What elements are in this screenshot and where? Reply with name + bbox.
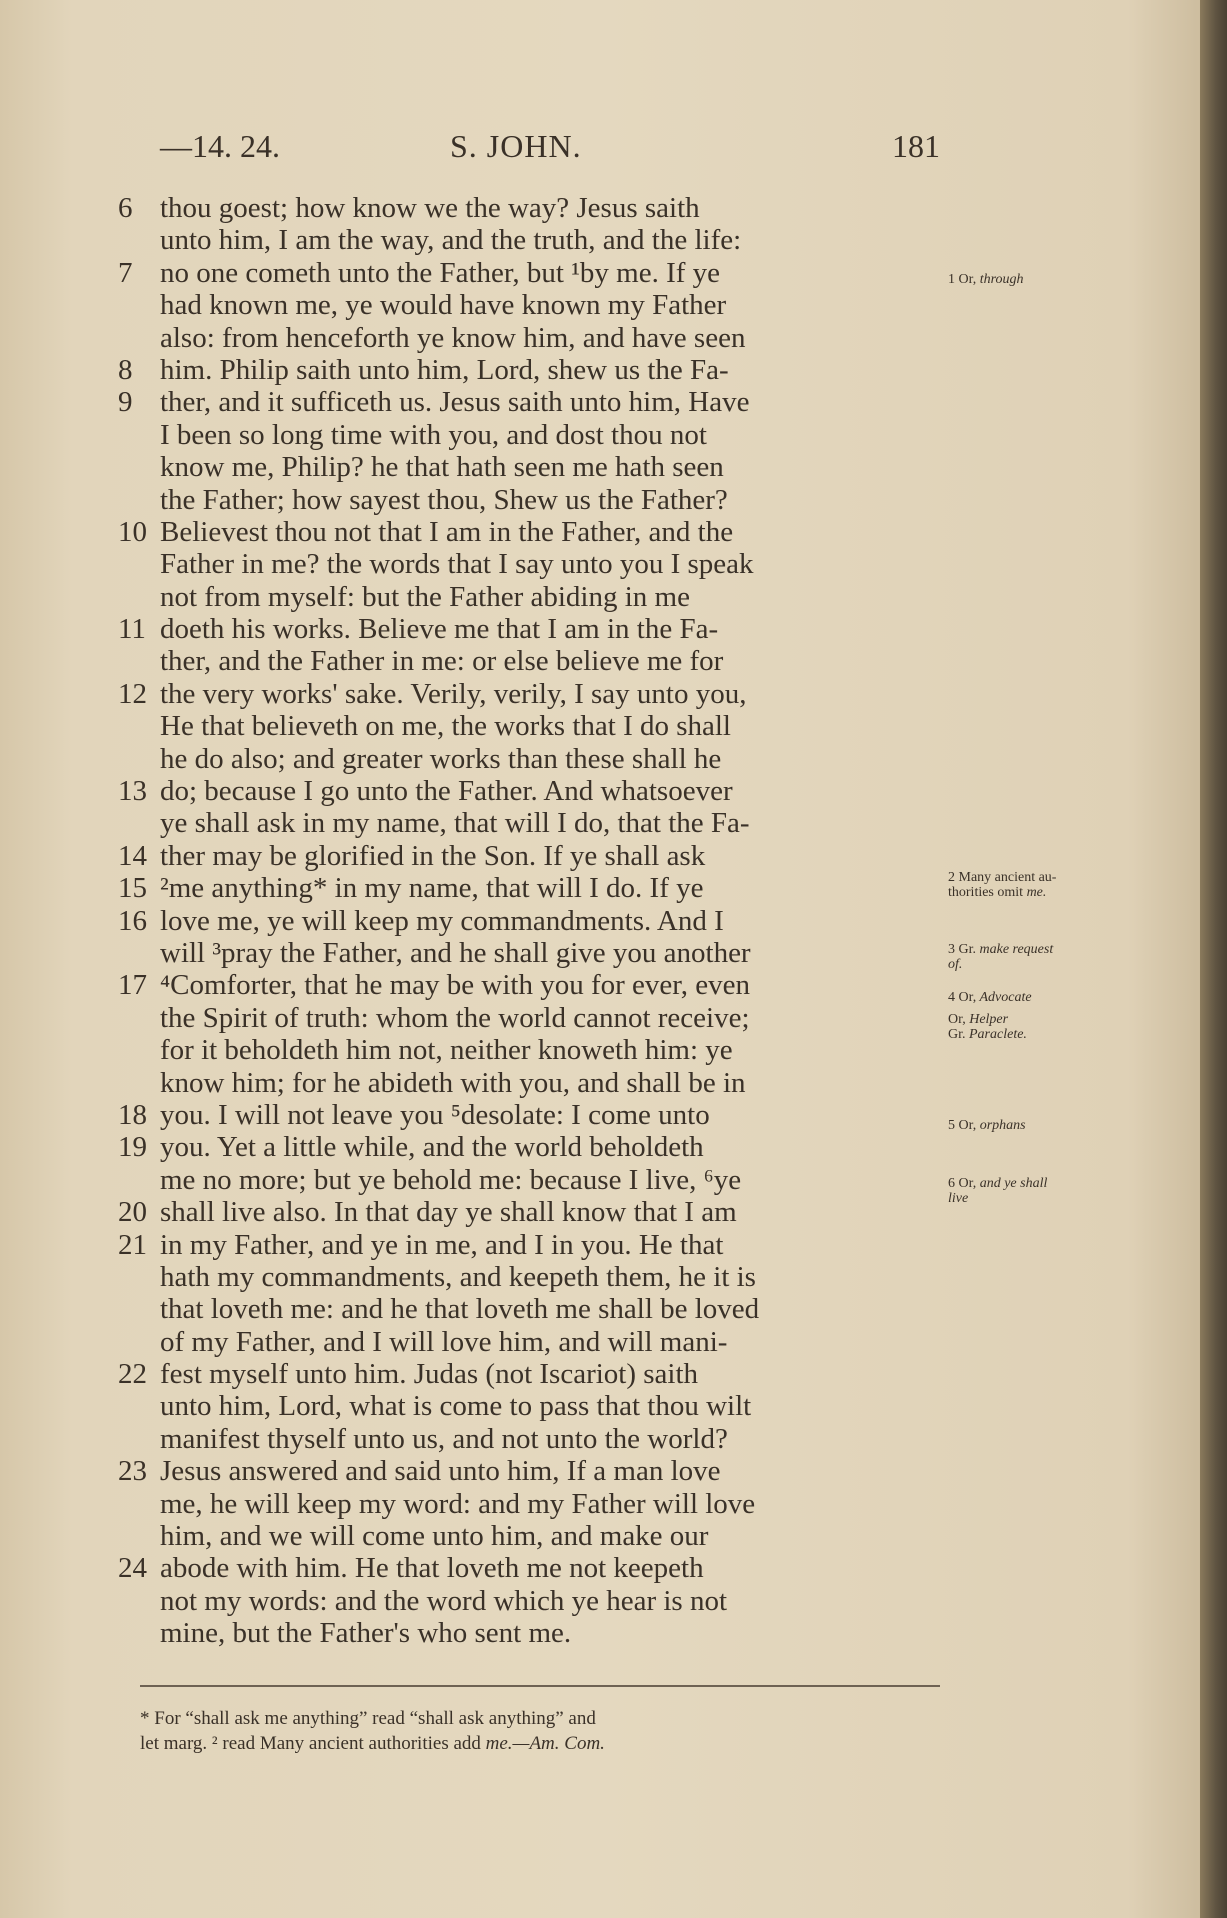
text-line [118,1261,948,1293]
text-line [118,678,948,710]
text-line [118,224,948,256]
text-line [118,1164,948,1196]
line-text: ther may be glorified in the Son. If ye shall ask [160,839,706,872]
verse-number: 20 [118,1196,147,1229]
text-line [118,548,948,580]
line-text: mine, but the Father's who sent me. [160,1617,572,1650]
line-text: manifest thyself unto us, and not unto the world? [160,1422,728,1455]
line-text: me no more; but ye behold me: because I live, ⁶ye [160,1163,742,1196]
line-text: fest myself unto him. Judas (not Iscariot) saith [160,1358,699,1391]
text-line [118,322,948,354]
verse-number: 15 [118,872,147,905]
verse-number: 11 [118,613,146,646]
line-text: thou goest; how know we the way? Jesus saith [160,192,700,224]
line-text: not my words: and the word which ye hear is not [160,1584,728,1617]
footnote-line-1: * For “shall ask me anything” read “shall ask anything” and [140,1708,596,1729]
line-text: that loveth me: and he that loveth me shall be loved [160,1293,760,1326]
line-text: him, and we will come unto him, and make our [160,1520,709,1553]
footnote [140,1706,960,1756]
text-line [118,1067,948,1099]
text-line [118,1326,948,1358]
text-line [118,451,948,483]
text-line [118,645,948,677]
text-line [118,257,948,289]
verse-number: 17 [118,969,147,1002]
line-text: you. Yet a little while, and the world beholdeth [160,1131,704,1164]
text-line [118,710,948,742]
line-text: Jesus answered and said unto him, If a man love [160,1455,721,1488]
line-text: abode with him. He that loveth me not keepeth [160,1552,704,1585]
line-text: doeth his works. Believe me that I am in the Fa- [160,613,719,646]
text-line [118,289,948,321]
line-text: me, he will keep my word: and my Father will love [160,1487,756,1520]
text-line [118,1358,948,1390]
text-line [118,807,948,839]
margin-note: 6 Or, and ye shall live [948,1176,1048,1206]
line-text: not from myself: but the Father abiding in me [160,580,690,613]
margin-note: 5 Or, orphans [948,1118,1026,1133]
verse-number: 18 [118,1098,147,1131]
scripture-text-column [118,192,948,1650]
text-line [118,1552,948,1584]
line-text: unto him, I am the way, and the truth, and the life: [160,224,742,257]
verse-number: 19 [118,1131,147,1164]
chapter-verse-range: —14. 24. [160,128,280,164]
line-text: he do also; and greater works than these shall he [160,742,722,775]
text-line [118,743,948,775]
line-text: no one cometh unto the Father, but ¹by me. If ye [160,256,721,289]
text-line [118,516,948,548]
page-number: 181 [892,128,940,164]
verse-number: 6 [118,192,133,224]
verse-number: 9 [118,386,133,419]
line-text: him. Philip saith unto him, Lord, shew us the Fa- [160,353,729,386]
text-line [118,386,948,418]
text-line [118,969,948,1001]
text-line [118,905,948,937]
line-text: know me, Philip? he that hath seen me hath seen [160,451,724,484]
verse-number: 23 [118,1455,147,1488]
text-line [118,872,948,904]
line-text: you. I will not leave you ⁵desolate: I come unto [160,1098,710,1131]
verse-number: 24 [118,1552,147,1585]
line-text: the Spirit of truth: whom the world cannot receive; [160,1001,750,1034]
line-text: of my Father, and I will love him, and will mani- [160,1325,728,1358]
line-text: for it beholdeth him not, neither knoweth him: ye [160,1034,733,1067]
text-line [118,1617,948,1649]
text-line [118,484,948,516]
margin-note: 3 Gr. make request of. [948,942,1054,972]
text-line [118,419,948,451]
text-line [118,1455,948,1487]
verse-number: 10 [118,515,147,548]
margin-note: Or, Helper Gr. Paraclete. [948,1012,1027,1042]
line-text: Father in me? the words that I say unto you I speak [160,548,754,581]
text-line [118,1520,948,1552]
line-text: do; because I go unto the Father. And whatsoever [160,775,733,808]
text-line [118,937,948,969]
line-text: the Father; how sayest thou, Shew us the Father? [160,483,728,516]
line-text: had known me, ye would have known my Father [160,289,727,322]
text-line [118,192,948,224]
footnote-line-2: let marg. ² read Many ancient authorities add me.—Am. Com. [140,1733,605,1754]
text-line [118,1488,948,1520]
line-text: ye shall ask in my name, that will I do, that the Fa- [160,807,750,840]
text-line [118,775,948,807]
verse-number: 16 [118,904,147,937]
verse-number: 12 [118,677,147,710]
footnote-divider [140,1685,940,1687]
text-line [118,840,948,872]
text-line [118,1390,948,1422]
line-text: will ³pray the Father, and he shall give you another [160,936,751,969]
text-line [118,613,948,645]
verse-number: 21 [118,1228,147,1261]
verse-number: 8 [118,353,133,386]
line-text: He that believeth on me, the works that I do shall [160,710,731,743]
text-line [118,1293,948,1325]
line-text: Believest thou not that I am in the Father, and the [160,515,734,548]
line-text: the very works' sake. Verily, verily, I say unto you, [160,677,747,710]
running-header [160,128,940,168]
text-line [118,1196,948,1228]
verse-number: 22 [118,1358,147,1391]
text-line [118,581,948,613]
text-line [118,354,948,386]
verse-number: 14 [118,839,147,872]
line-text: ther, and the Father in me: or else believe me for [160,645,724,678]
text-line [118,1002,948,1034]
line-text: love me, ye will keep my commandments. And I [160,904,724,937]
book-spine-edge [1200,0,1227,1918]
text-line [118,1034,948,1066]
verse-number: 7 [118,256,133,289]
text-line [118,1229,948,1261]
margin-note: 4 Or, Advocate [948,990,1032,1005]
line-text: I been so long time with you, and dost thou not [160,418,707,451]
line-text: ⁴Comforter, that he may be with you for ever, even [160,969,751,1002]
line-text: shall live also. In that day ye shall know that I am [160,1196,737,1229]
line-text: unto him, Lord, what is come to pass that thou wilt [160,1390,752,1423]
line-text: also: from henceforth ye know him, and have seen [160,321,746,354]
text-line [118,1099,948,1131]
book-title: S. JOHN. [450,128,582,164]
line-text: ther, and it sufficeth us. Jesus saith unto him, Have [160,386,750,419]
margin-note: 2 Many ancient au- thorities omit me. [948,870,1057,900]
text-line [118,1423,948,1455]
text-line [118,1585,948,1617]
line-text: ²me anything* in my name, that will I do. If ye [160,872,704,905]
line-text: know him; for he abideth with you, and shall be in [160,1066,746,1099]
verse-number: 13 [118,775,147,808]
line-text: hath my commandments, and keepeth them, he it is [160,1260,756,1293]
text-line [118,1131,948,1163]
line-text: in my Father, and ye in me, and I in you. He that [160,1228,724,1261]
margin-note: 1 Or, through [948,272,1024,287]
